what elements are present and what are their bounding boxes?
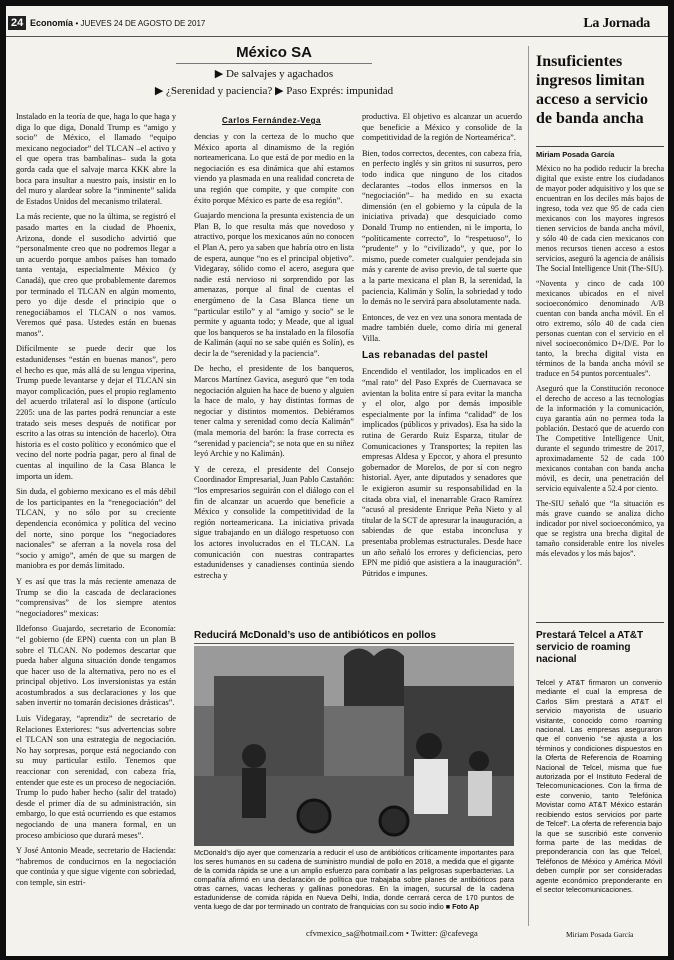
paragraph: Y José Antonio Meade, secretario de Hacienda: “habremos de conducirnos en la negociación que continúa y que sigue vigente con sobriedad, con temple, sin estri- xyxy=(16,846,176,887)
sidebar-byline: Miriam Posada García xyxy=(536,146,664,159)
column-header xyxy=(16,44,532,98)
edition-date: • JUEVES 24 DE AGOSTO DE 2017 xyxy=(75,19,206,28)
author-contact: cfvmexico_sa@hotmail.com • Twitter: @cafevega xyxy=(306,928,478,938)
paragraph: México no ha podido reducir la brecha digital que existe entre los ciudadanos de mayor poder adquisitivo y los que se encuentran en los deciles más bajos de ingreso, toda vez que 95 de cada cien mexicanos con los mayores ingresos tienen servicios de banda ancha móvil, y sólo 40 de cada cien mexicanos con menos recursos tienen acceso a estos servicios, aseguró la agencia de análisis The Social Intelligence Unit (The-SIU). xyxy=(536,164,664,273)
page-header xyxy=(6,6,668,37)
section-label: Economía xyxy=(30,18,74,28)
paragraph: Instalado en la teoría de que, haga lo que haga y diga lo que diga, Donald Trump es “amigo y socio” de México, el llamado “equipo mexicano negociador” del TLCAN –el activo y el que opera tras bambalinas– suda la gota gorda cada que el salvaje marca KKK abre la boca para insultar a nuestro país, insistir en lo del muro y alardear sobre la “inminente” salida de Estados Unidos del mecanismo trilateral. xyxy=(16,112,176,206)
column-subtitle-1: ▶ De salvajes y agachados xyxy=(214,68,334,80)
paragraph: dencias y con la certeza de lo mucho que México aporta al dinamismo de la región norteamericana. Lo que está de por medio en la negociación es esa dinámica que ahí estamos viendo ya plasmada en una realidad concreta de una región que compite, y que compite con éxito porque México es parte de esa región”. xyxy=(194,132,354,205)
article-byline: Carlos Fernández-Vega xyxy=(222,116,321,125)
news-photo xyxy=(194,646,514,846)
column-title: México SA xyxy=(176,44,372,64)
box-body: Telcel y AT&T firmaron un convenio mediante el cual la empresa de Carlos Slim prestará a AT&T el servicio mayorista de usuario visitante, conocido como roaming nacional. Las empresas aseguraron que el convenio “se ajusta a los términos y condiciones dispuestos en la Oferta de Referencia de Roaming Nacional de Telcel, misma que fue autorizada por el Instituto Federal de Telecomunicaciones. Con la firma de este convenio, tanto Telefónica Movistar como AT&T México estarán recibiendo estos servicios por parte de Telcel”. La oferta de referencia bajo la que se suscribió este convenio forma parte de las medidas de preponderancia con las que Telcel, Teléfonos de México y América Móvil deben cumplir por ser consideradas agente económico preponderante en el sector telecomunicaciones. xyxy=(536,678,662,894)
sidebar-headline: Insuficientes ingresos limitan acceso a servicio de banda ancha xyxy=(536,53,648,127)
paragraph: Guajardo menciona la presunta existencia de un Plan B, lo que resulta más que novedoso y atractivo, porque los mexicanos aún no conocen el Plan A, pero ya saben que habría otro en lista de espera, aunque “no es el principal objetivo”. Videgaray, sólido como el acero, asegura que nadie está nervioso ni sorprendido por las amenazas, porque al final de cuentas el energúmeno de la Casa Blanca tiene un “particular estilo” y al “amigo y socio” se le permite y aguanta todo; y Meade, que al igual que los banqueros se ha instalado en la filosofía de Kalimán (aquí no se sabe quién es Solín), es decir la de “serenidad y la paciencia”. xyxy=(194,211,354,358)
box-headline: Prestará Telcel a AT&T servicio de roaming nacional xyxy=(536,630,644,665)
paragraph: Bien, todos correctos, decentes, con cabeza fría, en perfecto inglés y sin gritos ni susurros, pero todo indica que ninguno de los citados declarantes –todos ellos inmersos en la “negociación”– ha medido en su exacta dimensión (en el gobierno y la cúpula de la iniciativa privada) que desquiciado como Donald Trump no entienden, ni le importa, lo “políticamente correcto”, lo “respetuoso”, lo “prudente” y lo “civilizado”, y que, por lo mismo, puede cometer cualquier pendejada sin más y carente de aviso previo, de tal suerte que a la parte mexicana el plan B, la serenidad, la paciencia, Kalimán y Solín, la sobriedad y todo lo demás no le servirá para absolutamente nada. xyxy=(362,148,522,307)
paragraph: “Noventa y cinco de cada 100 mexicanos ubicados en el nivel socioeconómico denominado A/B cuentan con banda ancha móvil. En el otro extremo, sólo 40 de cada cien personas cuentan con el servicio en el nivel socioeconómico D+/D/E. Por lo tanto, la brecha digital vista en términos de la banda ancha móvil se traduce en 54 puntos porcentuales”. xyxy=(536,279,664,378)
paragraph: Y de cereza, el presidente del Consejo Coordinador Empresarial, Juan Pablo Castañón: “los empresarios seguirán con el diálogo con el fin de alcanzar un acuerdo que beneficie a México y consolide la competitividad de la región norteamericana. La iniciativa privada sigue trabajando en un diálogo respetuoso con los actores involucrados en el TLCAN. La comunicación con nuestras contrapartes estadunidenses y canadienses continúa siendo estrecha y xyxy=(194,464,354,580)
paragraph: productiva. El objetivo es alcanzar un acuerdo que beneficie a México y consolide de la competitividad de la región de Norteamérica”. xyxy=(362,112,522,143)
column-subtitle-2: ▶ ¿Serenidad y paciencia? ▶ Paso Exprés: impunidad xyxy=(154,85,394,97)
photo-headline: Reducirá McDonald’s uso de antibióticos en pollos xyxy=(194,630,514,644)
paragraph: Difícilmente se puede decir que los estadunidenses “están en buenas manos”, pero el hecho es que, más allá de su lengua viperina, Trump puede levantarse y dejar el TLCAN sin mayor complicación, pues el propio reglamento del acuerdo trilateral así lo dispone (artículo 2205: una de las partes podrá renunciar a este tratado seis meses después de notificar por escrito a las otras su intención de hacerlo). Otra historia es el costo político y económico que el vecino del norte podría pagar, pero al final de cuentas al inquilino de la Casa Blanca le importa un ídem. xyxy=(16,344,176,481)
paragraph: De hecho, el presidente de los banqueros, Marcos Martínez Gavica, aseguró que “en toda negociación alguien ha hace de bueno y alguien la hace de malo, y hay distintas formas de negociar y distintos momentos. Debiéramos tener calma y serenidad como decía Kalimán” (mala memoria del barón: la frase correcta es “serenidad y paciencia”; se nota que en su niñez leyó Archie y no Kalimán). xyxy=(194,364,354,459)
caption-text: McDonald’s dijo ayer que comenzaría a reducir el uso de antibióticos críticamente importantes para los seres humanos en su cadena de suministro mundial de pollo en 2018, a medida que el gigante de la comida rápida se une a un amplio esfuerzo para combatir a las peligrosas superbacterias. La compañía afirmó en una declaración de política que trabajaba sobre planes de antibióticos para otras carnes, vacas lecheras y gallinas ponedoras. En la imagen, sucursal de la cadena estadunidense de comida rápida en Nueva Delhi, India, donde cerrará cerca de 170 puntos de venta luego de dar por terminado un contrato de franquicias con su socio indio xyxy=(194,848,514,911)
article-column-3 xyxy=(362,112,522,622)
section-heading: Las rebanadas del pastel xyxy=(362,350,489,362)
article-column-1 xyxy=(16,112,176,920)
paragraph: Ildefonso Guajardo, secretario de Economía: “el gobierno (de EPN) cuenta con un plan B sobre el TLCAN. No podemos descartar que pueda haber alguna situación donde tengamos que hacer uso de la alternativa, pero no es el principal objetivo. Los inversionistas ya están acostumbrados a sus declaraciones y los que saben invertir no tomarán decisiones drásticas”. xyxy=(16,624,176,708)
sidebar-divider xyxy=(536,622,664,623)
paragraph: Entonces, de vez en vez una sonora mentada de madre también duele, como diría mi general Villa. xyxy=(362,312,522,343)
paragraph: The-SIU señaló que “la situación es más grave cuando se analiza dicho indicador por nivel socioeconómico, ya que se registra una brecha digital de tamaño considerable entre los niveles más elevados y los más bajos”. xyxy=(536,499,664,558)
newspaper-page xyxy=(6,6,668,956)
paragraph: Sin duda, el gobierno mexicano es el más débil de los participantes en la “renegociación” del TLCAN, y no sólo por su creciente dependencia económica y política del vecino del norte, sino porque los “negociadores nacionales” se aferran a la novela rosa del “socio y amigo”, amén de que su margen de maniobra es por demás limitado. xyxy=(16,487,176,571)
paragraph: Encendido el ventilador, los implicados en el “mal rato” del Paso Exprés de Cuernavaca se avientan la bolita entre sí para evitar la mancha y el olor, algo por demás imposible especialmente por la ínfima “calidad” de los implicados (públicos y privados). Esa ha sido la rutina de Gerardo Ruiz Esparza, titular de Comunicaciones y Transportes; la repiten las empresas Aldesa y Epccor, y ahora el presunto gobernador de Morelos, de por sí con negro historial. Ayer, ante diputados y senadores que le exigieron asumir su responsabilidad en la citada obra vial, el inenarrable Graco Ramírez “acusó al presidente Enrique Peña Nieto y al titular de la SCT de apresurar la inauguración, a sabiendas de que estaba inconclusa y presentaba problemas estructurales. Desde hace un año señaló los errores y deficiencias, pero EPN me pidió que asistiera a la inauguración”. Pútridos e impunes. xyxy=(362,367,522,578)
paragraph: Aseguró que la Constitución reconoce el derecho de acceso a las tecnologías de la información y la comunicación, cuya garantía aún no permea toda la población. Destacó que de acuerdo con The Competitive Intelligence Unit, durante el segundo trimestre de 2017, aproximadamente 52 de cada 100 mexicanos contaban con banda ancha móvil, es decir, una penetración del servicio equivalente a 52.4 por ciento. xyxy=(536,384,664,493)
column-divider xyxy=(528,46,529,926)
section-name xyxy=(30,18,205,28)
paragraph: La más reciente, que no la última, se registró el pasado martes en la ciudad de Phoenix, Arizona, donde el susodicho advirtió que “personalmente creo que no podremos llegar a un acuerdo porque ambos países han tomado tanta ventaja, especialmente México (y Canadá), que creo que probablemente daremos por terminado el TLCAN en algún momento, pero yo dije desde el principio que o renegociábamos el TLCAN o nos vamos. Veremos qué pasa. Ustedes están en buenas manos”. xyxy=(16,212,176,338)
newspaper-logo: La Jornada xyxy=(583,16,650,31)
article-column-2 xyxy=(194,132,354,622)
page-number: 24 xyxy=(8,16,26,30)
paragraph: Y es así que tras la más reciente amenaza de Trump se dio la cascada de declaraciones “comprensivas” de los siempre atentos “negociadores” mexicas: xyxy=(16,576,176,618)
sidebar-article xyxy=(536,164,664,616)
paragraph: Luis Videgaray, “aprendiz” de secretario de Relaciones Exteriores: “sus advertencias sobre el TLCAN son una estrategia de negociación. No hay sorpresas, porque está negociando con su muy particular estilo. Tenemos que reaccionar con serenidad, con cabeza fría, entender que este es un proceso de negociación. Trump lo pudo haber hecho (salir del tratado) desde el primer día de su administración, sin embargo, lo que está ocurriendo es que estamos negociando de una manera formal, en un proceso ambicioso que durará meses”. xyxy=(16,714,176,840)
photo-credit: ■ Foto Ap xyxy=(445,902,479,911)
photo-illustration xyxy=(194,646,514,846)
photo-caption xyxy=(194,848,514,911)
box-byline: Miriam Posada García xyxy=(566,930,634,939)
